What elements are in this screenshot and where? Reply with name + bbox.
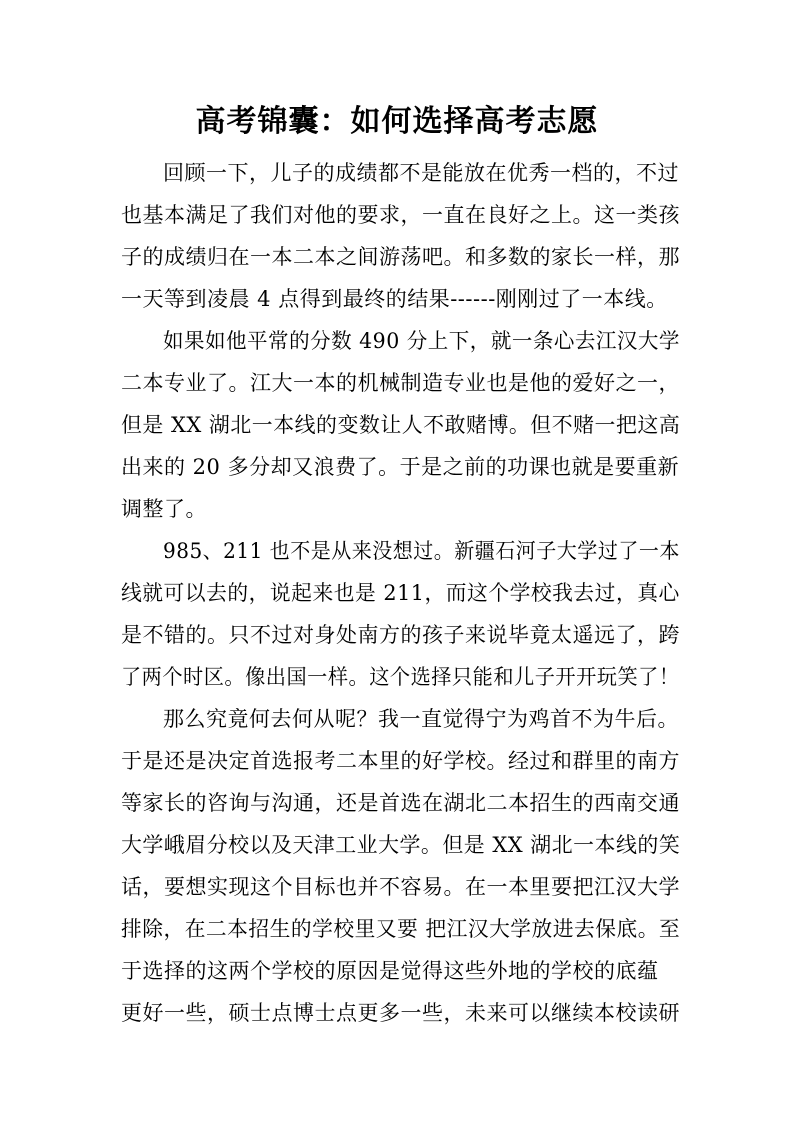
paragraph-line: 是不错的。只不过对身处南方的孩子来说毕竟太遥远了，跨 <box>121 623 680 647</box>
paragraph-line: 但是 XX 湖北一本线的变数让人不敢赌博。但不赌一把这高 <box>121 413 681 437</box>
paragraph-line: 了两个时区。像出国一样。这个选择只能和儿子开开玩笑了！ <box>121 665 680 689</box>
paragraph-line: 一天等到凌晨 4 点得到最终的结果------刚刚过了一本线。 <box>121 287 668 311</box>
paragraph-line: 出来的 20 多分却又浪费了。于是之前的功课也就是要重新 <box>121 455 680 479</box>
paragraph-line: 排除，在二本招生的学校里又要 把江汉大学放进去保底。至 <box>121 917 681 941</box>
paragraph-line: 线就可以去的，说起来也是 211，而这个学校我去过，真心 <box>121 581 680 605</box>
paragraph-line: 二本专业了。江大一本的机械制造专业也是他的爱好之一， <box>121 371 680 395</box>
paragraph-line: 如果如他平常的分数 490 分上下，就一条心去江汉大学 <box>163 329 680 353</box>
paragraph-line: 等家长的咨询与沟通，还是首选在湖北二本招生的西南交通 <box>121 791 680 815</box>
paragraph-line: 回顾一下，儿子的成绩都不是能放在优秀一档的，不过 <box>163 161 679 185</box>
paragraph-line: 985、211 也不是从来没想过。新疆石河子大学过了一本 <box>163 539 680 563</box>
paragraph-line: 话，要想实现这个目标也并不容易。在一本里要把江汉大学 <box>121 875 680 899</box>
document-title: 高考锦囊：如何选择高考志愿 <box>195 104 599 139</box>
paragraph-line: 大学峨眉分校以及天津工业大学。但是 XX 湖北一本线的笑 <box>121 833 681 857</box>
paragraph-line: 那么究竟何去何从呢？我一直觉得宁为鸡首不为牛后。 <box>163 707 679 731</box>
paragraph-line: 子的成绩归在一本二本之间游荡吧。和多数的家长一样，那 <box>121 245 680 269</box>
paragraph-line: 于是还是决定首选报考二本里的好学校。经过和群里的南方 <box>121 749 680 773</box>
paragraph-line: 更好一些，硕士点博士点更多一些，未来可以继续本校读研 <box>121 1001 680 1025</box>
paragraph-line: 调整了。 <box>121 497 207 521</box>
paragraph-line: 也基本满足了我们对他的要求，一直在良好之上。这一类孩 <box>121 203 680 227</box>
paragraph-line: 于选择的这两个学校的原因是觉得这些外地的学校的底蕴 <box>121 959 659 983</box>
